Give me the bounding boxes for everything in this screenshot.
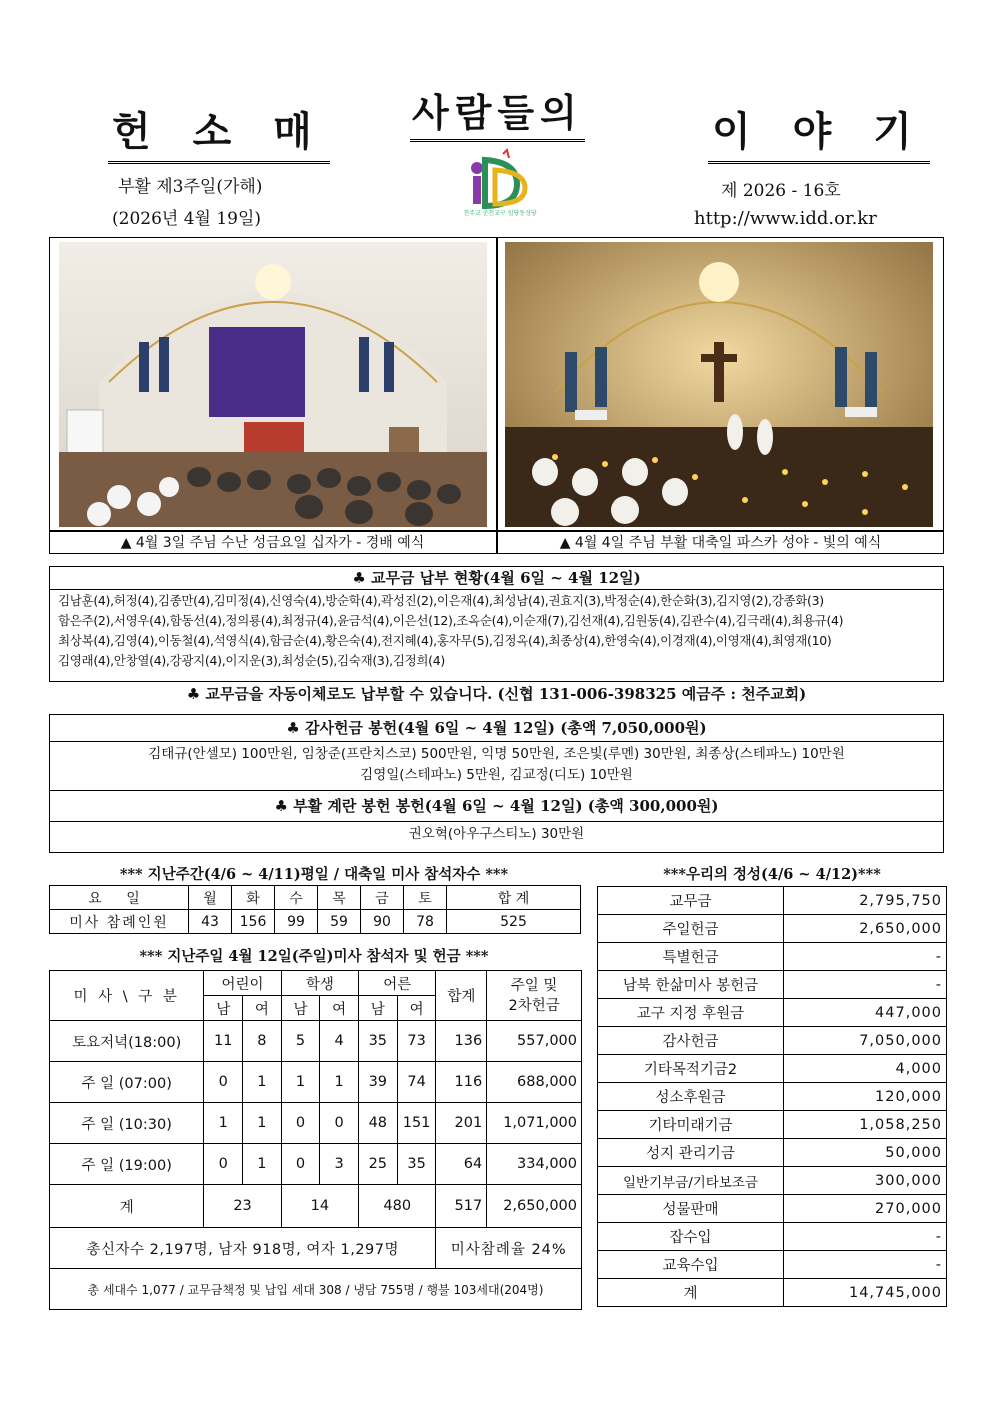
website-url: http://www.idd.or.kr <box>694 208 877 229</box>
cell: 25 <box>358 1144 397 1185</box>
finance-row <box>598 1055 947 1083</box>
finance-label: 감사헌금 <box>598 1027 784 1055</box>
easter-vigil-image <box>505 242 933 527</box>
sum-total: 517 <box>436 1185 487 1228</box>
cell: 3 <box>320 1144 359 1185</box>
issue-label: 제 2026 - 16호 <box>721 181 841 201</box>
cell: 1 <box>243 1103 282 1144</box>
finance-label: 기타목적기금2 <box>598 1055 784 1083</box>
finance-total-row <box>598 1279 947 1307</box>
sunday-header-offering: 주일 및 2차헌금 <box>487 971 582 1021</box>
dues-line: 김남훈(4),허정(4),김종만(4),김미정(4),신영숙(4),방순학(4),곽성진(2),이은재(4),최성남(4),권효지(3),박정순(4),한순화(3),김지영(2),강종화(3) <box>58 593 824 608</box>
cell: 11 <box>204 1021 243 1062</box>
finance-label: 성지 관리기금 <box>598 1139 784 1167</box>
cell: 39 <box>358 1062 397 1103</box>
finance-row <box>598 999 947 1027</box>
cell: 35 <box>358 1021 397 1062</box>
logo-subtext: 천주교 춘천교구 임당동성당 <box>463 210 537 217</box>
offering-box <box>49 714 944 853</box>
sunday-label: 부활 제3주일(가해) <box>118 177 263 197</box>
mass-name: 주 일 (19:00) <box>50 1144 204 1185</box>
thanks-line: 김영일(스테파노) 5만원, 김교정(디도) 10만원 <box>360 767 633 783</box>
cell: 5 <box>281 1021 320 1062</box>
cell: 35 <box>397 1144 436 1185</box>
finance-label: 기타미래기금 <box>598 1111 784 1139</box>
cell: 334,000 <box>487 1144 582 1185</box>
weekly-value: 156 <box>232 910 275 934</box>
finance-value: 1,058,250 <box>784 1111 947 1139</box>
finance-label: 성물판매 <box>598 1195 784 1223</box>
cell: 0 <box>204 1062 243 1103</box>
dues-line: 함은주(2),서영우(4),함동선(4),정의룡(4),최정규(4),윤금석(4),이은선(12),조옥순(4),이순재(7),김선재(4),김원동(4),김관수(4),김극래(4),최용규(4) <box>58 613 844 628</box>
finance-table <box>597 886 947 1307</box>
photo-divider <box>496 237 498 554</box>
finance-value: 270,000 <box>784 1195 947 1223</box>
finance-value: - <box>784 1223 947 1251</box>
cell: 48 <box>358 1103 397 1144</box>
finance-row <box>598 1223 947 1251</box>
cell: 1 <box>281 1062 320 1103</box>
weekly-header: 토 <box>404 886 447 910</box>
weekly-value: 525 <box>447 910 581 934</box>
dues-box <box>49 566 944 682</box>
easter-egg-line: 권오혁(아우구스티노) 30만원 <box>408 826 585 842</box>
sunday-title: *** 지난주일 4월 12일(주일)미사 참석자 및 헌금 *** <box>139 948 489 965</box>
table-row-sum <box>50 1185 582 1228</box>
cell: 0 <box>281 1144 320 1185</box>
sunday-header-female: 여 <box>243 996 282 1021</box>
mass-name: 토요저녁(18:00) <box>50 1021 204 1062</box>
finance-row <box>598 1111 947 1139</box>
finance-row <box>598 971 947 999</box>
table-row <box>50 1144 582 1185</box>
cell: 1 <box>204 1103 243 1144</box>
cell: 73 <box>397 1021 436 1062</box>
weekly-header: 수 <box>275 886 318 910</box>
finance-value: 4,000 <box>784 1055 947 1083</box>
finance-value: 2,650,000 <box>784 915 947 943</box>
parish-logo <box>455 148 545 218</box>
table-row <box>50 1103 582 1144</box>
cell: 201 <box>436 1103 487 1144</box>
weekly-row-label: 미사 참례인원 <box>50 910 189 934</box>
dues-line: 최상복(4),김영(4),이동철(4),석영식(4),함금순(4),황은숙(4),전지혜(4),홍자무(5),김정옥(4),최종상(4),한영숙(4),이경재(4),이영재(4),최영재(10) <box>58 633 832 648</box>
cell: 1 <box>243 1144 282 1185</box>
cell: 1 <box>320 1062 359 1103</box>
weekly-value: 43 <box>189 910 232 934</box>
finance-row <box>598 887 947 915</box>
cell: 136 <box>436 1021 487 1062</box>
dues-title: ♣ 교무금 납부 현황(4월 6일 ~ 4월 12일) <box>50 567 943 590</box>
finance-row <box>598 943 947 971</box>
sunday-table <box>49 970 582 1310</box>
finance-row <box>598 1195 947 1223</box>
finance-label: 잡수입 <box>598 1223 784 1251</box>
finance-label: 교구 지정 후원금 <box>598 999 784 1027</box>
household-stats: 총 세대수 1,077 / 교무금책정 및 납입 세대 308 / 냉담 755명 / 행불 103세대(204명) <box>50 1269 582 1310</box>
sum-adult: 480 <box>358 1185 436 1228</box>
logo-text <box>455 148 457 149</box>
finance-value: 7,050,000 <box>784 1027 947 1055</box>
cell: 1,071,000 <box>487 1103 582 1144</box>
photo-easter-vigil <box>505 242 933 527</box>
cell: 116 <box>436 1062 487 1103</box>
cell: 8 <box>243 1021 282 1062</box>
finance-value: 14,745,000 <box>784 1279 947 1307</box>
good-friday-image <box>59 242 487 527</box>
cell: 688,000 <box>487 1062 582 1103</box>
thanks-title: ♣ 감사헌금 봉헌(4월 6일 ~ 4월 12일) (총액 7,050,000원) <box>50 715 943 742</box>
dues-note: ♣ 교무금을 자동이체로도 납부할 수 있습니다. (신협 131-006-398325 예금주 : 천주교회) <box>186 685 807 703</box>
cell: 4 <box>320 1021 359 1062</box>
dues-list <box>50 590 943 672</box>
cell: 0 <box>320 1103 359 1144</box>
finance-row <box>598 915 947 943</box>
masthead-title-left: 헌 소 매 <box>108 100 330 164</box>
finance-title: ***우리의 정성(4/6 ~ 4/12)*** <box>663 866 881 883</box>
weekly-header: 월 <box>189 886 232 910</box>
finance-value: 120,000 <box>784 1083 947 1111</box>
sunday-header-child: 어린이 <box>204 971 281 996</box>
finance-row <box>598 1139 947 1167</box>
weekly-value: 99 <box>275 910 318 934</box>
sum-offering: 2,650,000 <box>487 1185 582 1228</box>
household-row <box>50 1269 582 1310</box>
photo-caption-right: ▲ 4월 4일 주님 부활 대축일 파스카 성야 - 빛의 예식 <box>559 535 882 551</box>
finance-value: 447,000 <box>784 999 947 1027</box>
weekly-header: 목 <box>318 886 361 910</box>
sunday-header-mass: 미 사 \ 구 분 <box>50 971 204 1021</box>
finance-value: - <box>784 1251 947 1279</box>
weekly-header: 화 <box>232 886 275 910</box>
weekly-table <box>49 885 581 934</box>
mass-name: 주 일 (10:30) <box>50 1103 204 1144</box>
finance-row <box>598 1083 947 1111</box>
cell: 0 <box>281 1103 320 1144</box>
finance-value: - <box>784 943 947 971</box>
weekly-value: 78 <box>404 910 447 934</box>
finance-label: 계 <box>598 1279 784 1307</box>
sum-label: 계 <box>50 1185 204 1228</box>
finance-label: 일반기부금/기타보조금 <box>598 1167 784 1195</box>
finance-row <box>598 1251 947 1279</box>
finance-label: 특별헌금 <box>598 943 784 971</box>
finance-value: - <box>784 971 947 999</box>
cell: 1 <box>243 1062 282 1103</box>
finance-label: 교육수입 <box>598 1251 784 1279</box>
member-stats: 총신자수 2,197명, 남자 918명, 여자 1,297명 <box>50 1228 436 1269</box>
dues-line: 김영래(4),안창열(4),강광지(4),이지운(3),최성순(5),김숙재(3),김정희(4) <box>58 653 445 668</box>
sunday-header-female: 여 <box>397 996 436 1021</box>
date-label: (2026년 4월 19일) <box>112 209 262 229</box>
weekly-value: 90 <box>361 910 404 934</box>
table-row <box>50 1062 582 1103</box>
finance-value: 2,795,750 <box>784 887 947 915</box>
finance-value: 50,000 <box>784 1139 947 1167</box>
photo-good-friday <box>59 242 487 527</box>
thanks-list <box>50 742 943 786</box>
mass-name: 주 일 (07:00) <box>50 1062 204 1103</box>
masthead-title-center: 사람들의 <box>410 82 585 142</box>
finance-label: 교무금 <box>598 887 784 915</box>
sum-student: 14 <box>281 1185 358 1228</box>
masthead-title-right: 이 야 기 <box>708 100 930 164</box>
cell: 557,000 <box>487 1021 582 1062</box>
sunday-header-total: 합계 <box>436 971 487 1021</box>
attendance-rate: 미사참례율 24% <box>436 1228 582 1269</box>
easter-egg-title: ♣ 부활 계란 봉헌 봉헌(4월 6일 ~ 4월 12일) (총액 300,000원) <box>50 790 943 822</box>
weekly-title: *** 지난주간(4/6 ~ 4/11)평일 / 대축일 미사 참석자수 *** <box>119 866 509 883</box>
finance-row <box>598 1167 947 1195</box>
sunday-header-student: 학생 <box>281 971 358 996</box>
cell: 74 <box>397 1062 436 1103</box>
weekly-value: 59 <box>318 910 361 934</box>
weekly-header: 합 계 <box>447 886 581 910</box>
cell: 151 <box>397 1103 436 1144</box>
weekly-header: 요 일 <box>50 886 189 910</box>
weekly-header: 금 <box>361 886 404 910</box>
thanks-line: 김태규(안셀모) 100만원, 임창준(프란치스코) 500만원, 익명 50만원, 조은빛(루멘) 30만원, 최종상(스테파노) 10만원 <box>148 746 845 762</box>
sunday-header-female: 여 <box>320 996 359 1021</box>
table-row <box>50 1021 582 1062</box>
sunday-header-male: 남 <box>281 996 320 1021</box>
cell: 0 <box>204 1144 243 1185</box>
finance-row <box>598 1027 947 1055</box>
sunday-header-male: 남 <box>204 996 243 1021</box>
finance-value: 300,000 <box>784 1167 947 1195</box>
finance-label: 성소후원금 <box>598 1083 784 1111</box>
finance-label: 남북 한삶미사 봉헌금 <box>598 971 784 999</box>
finance-label: 주일헌금 <box>598 915 784 943</box>
sunday-header-male: 남 <box>358 996 397 1021</box>
photo-caption-left: ▲ 4월 3일 주님 수난 성금요일 십자가 - 경배 예식 <box>120 535 425 551</box>
sunday-header-adult: 어른 <box>358 971 436 996</box>
sum-child: 23 <box>204 1185 281 1228</box>
cell: 64 <box>436 1144 487 1185</box>
stats-row <box>50 1228 582 1269</box>
